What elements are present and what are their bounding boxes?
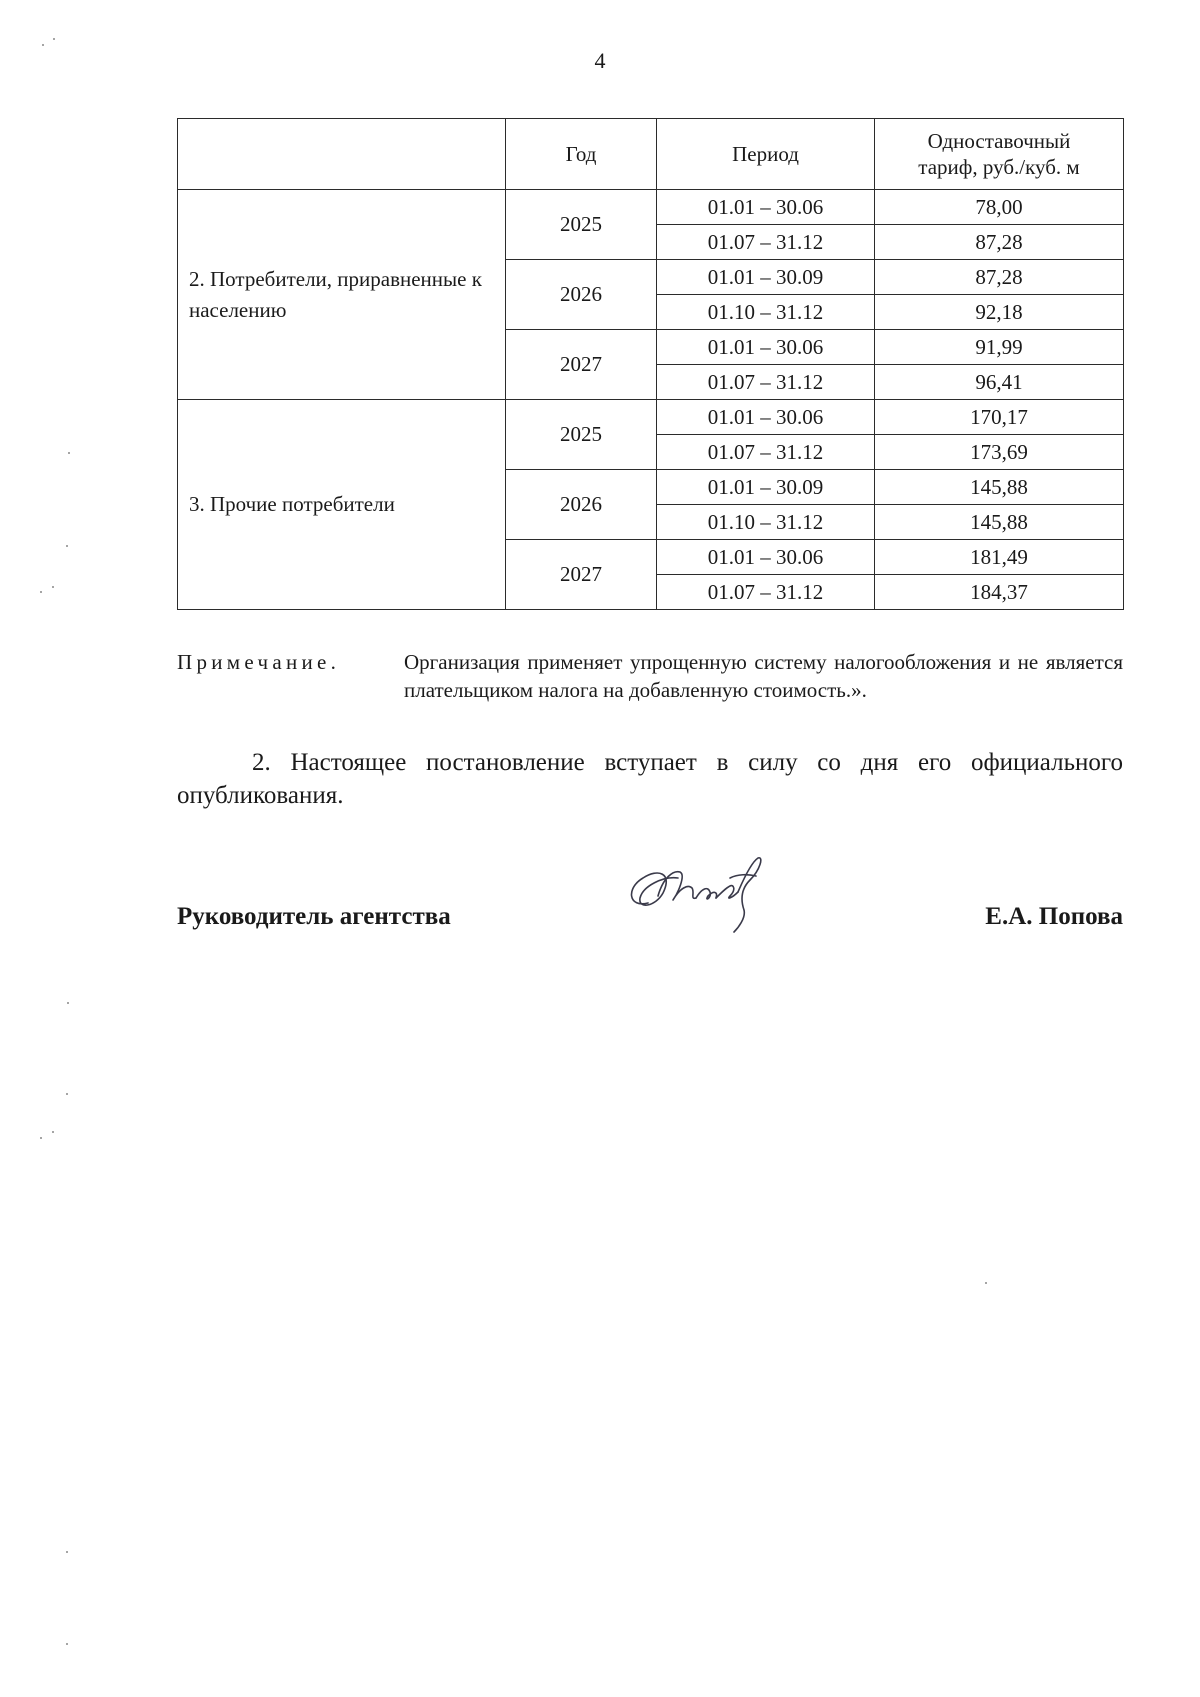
table-row	[178, 190, 1124, 225]
tariff-cell: 96,41	[875, 365, 1124, 400]
tariff-cell: 92,18	[875, 295, 1124, 330]
table-row	[178, 400, 1124, 435]
period-cell: 01.01 – 30.09	[657, 470, 875, 505]
signatory-title: Руководитель агентства	[177, 903, 451, 930]
note-label: Примечание.	[177, 650, 341, 674]
year-cell: 2026	[506, 260, 657, 330]
scan-speck	[52, 1131, 54, 1133]
scan-speck	[985, 1282, 987, 1284]
table-header-tariff: Одноставочный тариф, руб./куб. м	[875, 119, 1124, 190]
scan-speck	[66, 1093, 68, 1095]
period-cell: 01.01 – 30.06	[657, 400, 875, 435]
period-cell: 01.10 – 31.12	[657, 505, 875, 540]
year-cell: 2027	[506, 540, 657, 610]
year-cell: 2025	[506, 190, 657, 260]
scan-speck	[53, 38, 55, 40]
tariff-table	[177, 118, 1124, 610]
note-text: Организация применяет упрощенную систему налогообложения и не является плательщиком налога на добавленную стоимость.».	[404, 650, 1123, 702]
scan-speck	[52, 586, 54, 588]
scan-speck	[66, 545, 68, 547]
year-cell: 2025	[506, 400, 657, 470]
scan-speck	[40, 591, 42, 593]
tariff-cell: 184,37	[875, 575, 1124, 610]
year-cell: 2026	[506, 470, 657, 540]
period-cell: 01.07 – 31.12	[657, 435, 875, 470]
handwritten-signature	[618, 848, 768, 938]
tariff-cell: 170,17	[875, 400, 1124, 435]
period-cell: 01.01 – 30.09	[657, 260, 875, 295]
scan-speck	[40, 1137, 42, 1139]
period-cell: 01.07 – 31.12	[657, 365, 875, 400]
period-cell: 01.10 – 31.12	[657, 295, 875, 330]
table-header-row	[178, 119, 1124, 190]
tariff-cell: 91,99	[875, 330, 1124, 365]
table-header-year: Год	[506, 119, 657, 190]
group-label: 2. Потребители, приравненные к населению	[178, 190, 506, 400]
period-cell: 01.01 – 30.06	[657, 190, 875, 225]
tariff-cell: 145,88	[875, 505, 1124, 540]
period-cell: 01.01 – 30.06	[657, 540, 875, 575]
page-number: 4	[594, 48, 606, 73]
scan-speck	[68, 452, 70, 454]
tariff-cell: 181,49	[875, 540, 1124, 575]
tariff-cell: 87,28	[875, 225, 1124, 260]
scan-speck	[67, 1002, 69, 1004]
tariff-cell: 87,28	[875, 260, 1124, 295]
table-header-period: Период	[657, 119, 875, 190]
year-cell: 2027	[506, 330, 657, 400]
tariff-cell: 173,69	[875, 435, 1124, 470]
scan-speck	[66, 1551, 68, 1553]
period-cell: 01.01 – 30.06	[657, 330, 875, 365]
tariff-cell: 78,00	[875, 190, 1124, 225]
group-label: 3. Прочие потребители	[178, 400, 506, 610]
table-header-category	[178, 119, 506, 190]
scan-speck	[66, 1643, 68, 1645]
effective-date-paragraph: 2. Настоящее постановление вступает в силу со дня его официального опубликования.	[177, 749, 1123, 809]
period-cell: 01.07 – 31.12	[657, 575, 875, 610]
tariff-cell: 145,88	[875, 470, 1124, 505]
period-cell: 01.07 – 31.12	[657, 225, 875, 260]
scan-speck	[42, 44, 44, 46]
signatory-name: Е.А. Попова	[985, 903, 1123, 930]
